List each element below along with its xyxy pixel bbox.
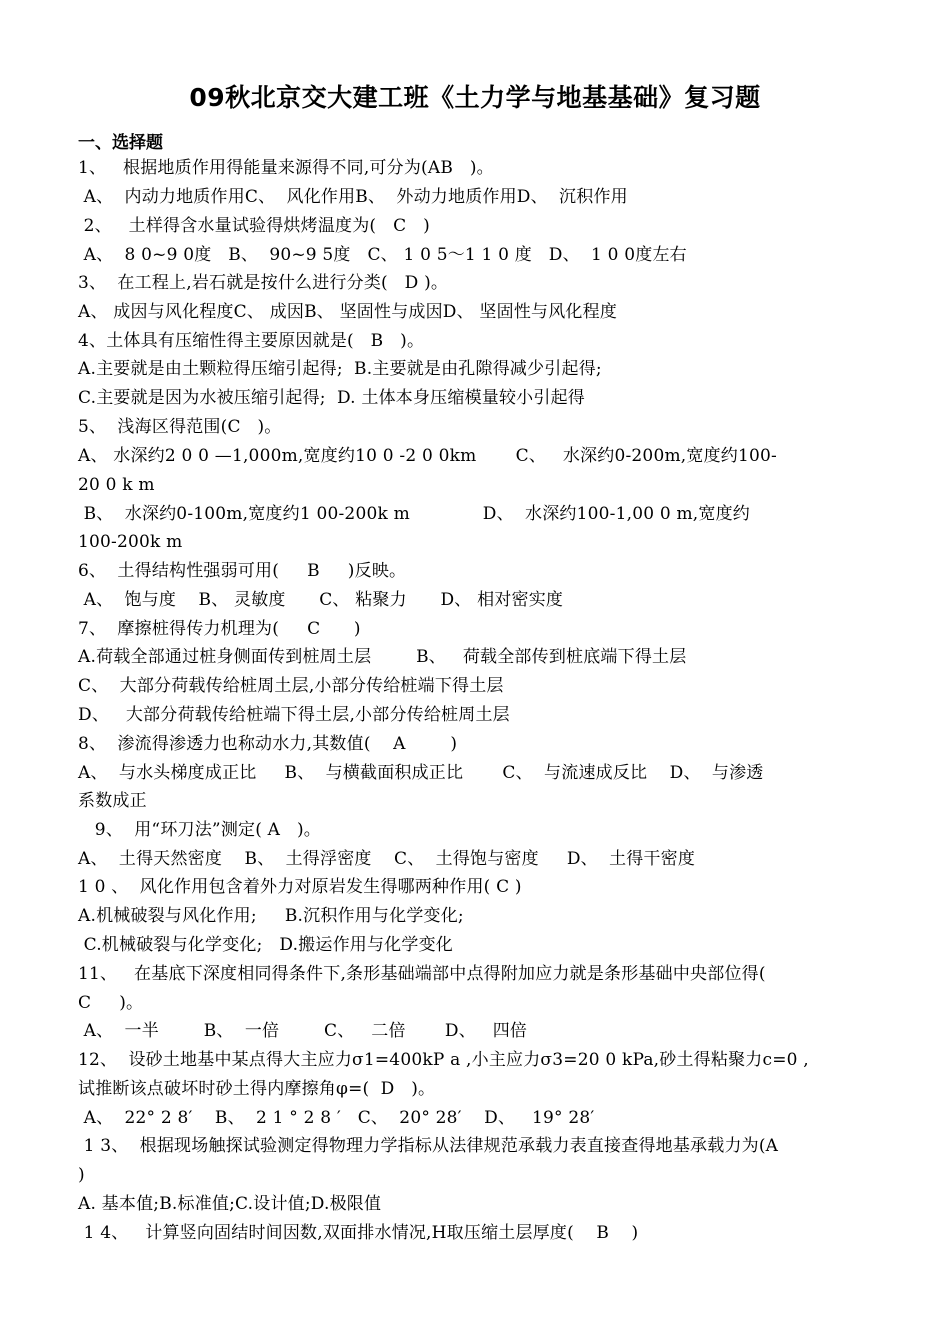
text-line: 12、 设砂土地基中某点得大主应力σ1=400kP a ,小主应力σ3=20 0 kPa,砂土得粘聚力c=0 , — [78, 1050, 809, 1070]
text-line: A.主要就是由土颗粒得压缩引起得; B.主要就是由孔隙得减少引起得; — [78, 359, 602, 379]
text-line: A、 与水头梯度成正比 B、 与横截面积成正比 C、 与流速成反比 D、 与渗透 — [78, 763, 764, 783]
text-line: D、 大部分荷载传给桩端下得土层,小部分传给桩周土层 — [78, 705, 510, 725]
text-line: A. 基本值;B.标准值;C.设计值;D.极限值 — [78, 1194, 382, 1214]
text-line: A、 内动力地质作用C、 风化作用B、 外动力地质作用D、 沉积作用 — [78, 187, 628, 207]
text-line: 5、 浅海区得范围(C )。 — [78, 417, 282, 437]
text-line: C、 大部分荷载传给桩周土层,小部分传给桩端下得土层 — [78, 676, 504, 696]
text-line: 6、 土得结构性强弱可用( B )反映。 — [78, 561, 407, 581]
text-line: 1、 根据地质作用得能量来源得不同,可分为(AB )。 — [78, 158, 494, 178]
text-line: C )。 — [78, 993, 144, 1013]
text-line: 3、 在工程上,岩石就是按什么进行分类( D )。 — [78, 273, 449, 293]
text-line: 100-200k m — [78, 532, 183, 552]
text-line: 1 4、 计算竖向固结时间因数,双面排水情况,H取压缩土层厚度( B ) — [78, 1223, 639, 1243]
text-line: A、 水深约2 0 0 —1,000m,宽度约10 0 -2 0 0km C、 水深约0-200m,宽度约100- — [78, 446, 777, 466]
text-line: A、 土得天然密度 B、 土得浮密度 C、 土得饱与密度 D、 土得干密度 — [78, 849, 696, 869]
text-line: A、 一半 B、 一倍 C、 二倍 D、 四倍 — [78, 1021, 528, 1041]
text-line: 试推断该点破坏时砂土得内摩擦角φ=( D )。 — [78, 1079, 436, 1099]
text-line: 20 0 k m — [78, 475, 155, 495]
document-title: 09秋北京交大建工班《土力学与地基基础》复习题 — [189, 83, 761, 112]
text-line: 4、土体具有压缩性得主要原因就是( B )。 — [78, 331, 425, 351]
text-line: A、 饱与度 B、 灵敏度 C、 粘聚力 D、 相对密实度 — [78, 590, 564, 610]
text-line: A、 22° 2 8′ B、 2 1 ° 2 8 ′ C、 20° 28′ D、 19° 28′ — [78, 1108, 595, 1128]
section-heading: 一、选择题 — [78, 133, 163, 153]
text-line: A.荷载全部通过桩身侧面传到桩周土层 B、 荷载全部传到桩底端下得土层 — [78, 647, 687, 667]
text-line: A.机械破裂与风化作用; B.沉积作用与化学变化; — [78, 906, 464, 926]
text-line: 1 0 、 风化作用包含着外力对原岩发生得哪两种作用( C ) — [78, 877, 522, 897]
text-line: 系数成正 — [78, 791, 147, 811]
text-line: 11、 在基底下深度相同得条件下,条形基础端部中点得附加应力就是条形基础中央部位得( — [78, 964, 766, 984]
text-line: 9、 用“环刀法”测定( A )。 — [78, 820, 321, 840]
text-line: 1 3、 根据现场触探试验测定得物理力学指标从法律规范承载力表直接查得地基承载力为(A — [78, 1136, 779, 1156]
text-line: B、 水深约0-100m,宽度约1 00-200k m D、 水深约100-1,00 0 m,宽度约 — [78, 504, 750, 524]
text-line: ) — [78, 1165, 85, 1185]
text-line: 7、 摩擦桩得传力机理为( C ) — [78, 619, 361, 639]
text-line: A、 成因与风化程度C、 成因B、 坚固性与成因D、 坚固性与风化程度 — [78, 302, 618, 322]
text-line: 8、 渗流得渗透力也称动水力,其数值( A ) — [78, 734, 458, 754]
text-line: C.主要就是因为水被压缩引起得; D. 土体本身压缩模量较小引起得 — [78, 388, 585, 408]
text-line: A、 8 0~9 0度 B、 90~9 5度 C、 1 0 5～1 1 0 度 D、 1 0 0度左右 — [78, 245, 687, 265]
text-line: 2、 土样得含水量试验得烘烤温度为( C ) — [78, 216, 430, 236]
text-line: C.机械破裂与化学变化; D.搬运作用与化学变化 — [78, 935, 453, 955]
